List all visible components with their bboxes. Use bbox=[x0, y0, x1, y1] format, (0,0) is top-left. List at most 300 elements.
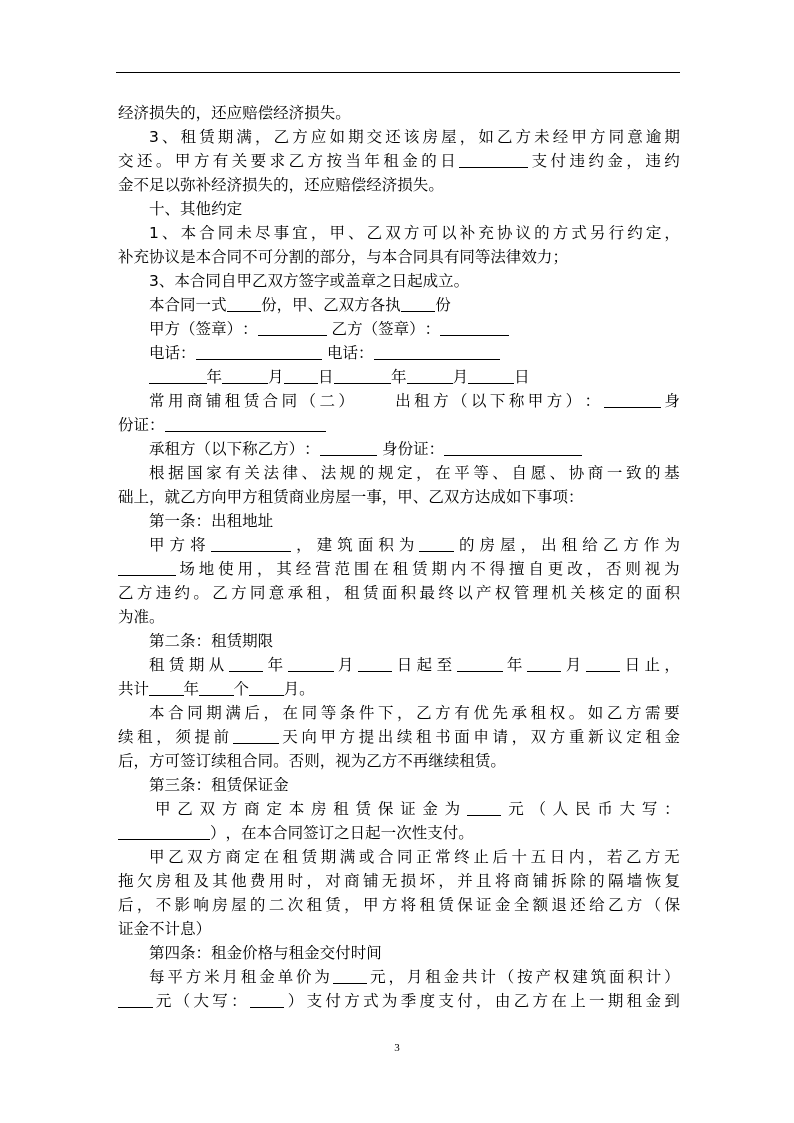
text-glyph: 本 bbox=[195, 248, 212, 266]
text-glyph: ： bbox=[149, 416, 165, 434]
fill-in-blank bbox=[334, 365, 392, 384]
text-glyph: 为 bbox=[398, 536, 415, 554]
text-glyph: 可 bbox=[257, 248, 274, 266]
text-glyph: 本 bbox=[174, 272, 190, 290]
text-glyph: 五 bbox=[530, 848, 547, 866]
text-glyph: 偿 bbox=[350, 176, 367, 194]
text-glyph: 自 bbox=[220, 272, 237, 290]
text-glyph: 满 bbox=[236, 128, 252, 146]
text-glyph: 方 bbox=[403, 224, 420, 242]
text-glyph: 应 bbox=[310, 128, 327, 146]
text-glyph: ， bbox=[459, 128, 476, 146]
text-glyph: 签 bbox=[298, 272, 315, 290]
text-glyph: 权 bbox=[549, 704, 566, 722]
text-glyph: 甲 bbox=[397, 488, 413, 506]
fill-in-blank bbox=[440, 317, 509, 336]
text-glyph: 合 bbox=[242, 752, 258, 770]
text-glyph: ： bbox=[428, 440, 445, 458]
text-glyph: 身 bbox=[382, 440, 398, 458]
text-glyph: 方 bbox=[549, 728, 566, 746]
text-glyph: 、 bbox=[161, 224, 178, 242]
text-glyph: 家 bbox=[206, 464, 222, 482]
text-glyph: 要 bbox=[664, 704, 680, 722]
text-line bbox=[118, 845, 680, 869]
text-glyph: 同 bbox=[257, 752, 274, 770]
text-glyph: 金 bbox=[259, 968, 275, 986]
text-glyph: 式 bbox=[571, 224, 587, 242]
text-glyph: 月 bbox=[565, 656, 582, 674]
text-glyph: 交 bbox=[118, 152, 134, 170]
text-glyph: 甲 bbox=[329, 224, 345, 242]
text-glyph: 以 bbox=[164, 176, 181, 194]
text-glyph: 期 bbox=[206, 704, 222, 722]
text-glyph: 乙 bbox=[288, 152, 305, 170]
text-glyph: 补 bbox=[118, 248, 134, 266]
text-glyph: 盖 bbox=[345, 272, 361, 290]
text-glyph: 视 bbox=[335, 752, 351, 770]
fill-in-blank bbox=[374, 341, 501, 360]
text-glyph: 用 bbox=[268, 872, 285, 890]
text-glyph: 格 bbox=[257, 944, 274, 962]
text-glyph: 影 bbox=[174, 896, 191, 914]
text-glyph: 成 bbox=[490, 488, 506, 506]
text-glyph: 同 bbox=[412, 248, 429, 266]
text-glyph: 常 bbox=[435, 848, 451, 866]
text-glyph: 自 bbox=[528, 560, 544, 578]
text-glyph: 合 bbox=[262, 392, 279, 410]
text-glyph: ） bbox=[664, 968, 680, 986]
text-glyph: 方 bbox=[435, 704, 451, 722]
text-glyph: 起 bbox=[407, 272, 423, 290]
text-glyph: 书 bbox=[435, 728, 451, 746]
text-glyph: 准 bbox=[133, 608, 150, 626]
text-glyph: 将 bbox=[400, 896, 417, 914]
text-glyph: 议 bbox=[515, 224, 532, 242]
text-glyph: 为 bbox=[350, 752, 367, 770]
text-glyph: 址 bbox=[257, 512, 274, 530]
text-glyph: ， bbox=[319, 752, 336, 770]
text-glyph: 意 bbox=[627, 128, 643, 146]
text-glyph: 租 bbox=[344, 584, 360, 602]
text-glyph: 日 bbox=[624, 656, 641, 674]
text-glyph: 足 bbox=[149, 176, 165, 194]
text-glyph: 赁 bbox=[325, 896, 341, 914]
text-glyph: 、 bbox=[301, 464, 318, 482]
text-glyph: 墙 bbox=[626, 872, 643, 890]
text-glyph: ， bbox=[476, 992, 492, 1010]
text-glyph: 方 bbox=[625, 704, 642, 722]
text-glyph: （ bbox=[180, 320, 196, 338]
text-glyph: 乙 bbox=[366, 752, 382, 770]
text-glyph: 年 bbox=[206, 368, 223, 386]
text-glyph: ： bbox=[195, 776, 212, 794]
text-glyph: 内 bbox=[450, 560, 467, 578]
text-glyph: 管 bbox=[513, 584, 530, 602]
text-line bbox=[118, 653, 680, 677]
text-glyph: 租 bbox=[626, 992, 643, 1010]
text-glyph: 赁 bbox=[438, 896, 454, 914]
text-glyph: ） bbox=[409, 320, 425, 338]
text-glyph: 金 bbox=[226, 944, 243, 962]
text-glyph: 不 bbox=[133, 176, 150, 194]
text-glyph: 执 bbox=[385, 296, 401, 314]
text-glyph: 损 bbox=[149, 104, 165, 122]
text-glyph bbox=[357, 389, 373, 413]
text-glyph: 方 bbox=[623, 536, 639, 554]
text-glyph: 乙 bbox=[428, 488, 444, 506]
text-glyph: 隔 bbox=[607, 872, 624, 890]
text-glyph: （ bbox=[300, 392, 317, 410]
text-glyph: 价 bbox=[242, 944, 258, 962]
text-glyph: 证 bbox=[413, 440, 429, 458]
text-glyph: 不 bbox=[149, 920, 165, 938]
text-glyph: 定 bbox=[244, 848, 260, 866]
text-glyph: ： bbox=[195, 512, 212, 530]
text-glyph: 合 bbox=[168, 704, 184, 722]
text-glyph: 如 bbox=[505, 488, 522, 506]
text-glyph: ： bbox=[195, 632, 212, 650]
text-glyph: 三 bbox=[164, 776, 181, 794]
text-glyph: 如 bbox=[478, 128, 494, 146]
text-glyph: 息 bbox=[180, 920, 196, 938]
text-glyph: 先 bbox=[492, 704, 508, 722]
text-glyph: 条 bbox=[180, 776, 196, 794]
text-glyph: 项 bbox=[552, 488, 568, 506]
text-glyph: 方 bbox=[221, 800, 238, 818]
text-glyph: 约 bbox=[588, 152, 604, 170]
text-glyph: 尽 bbox=[255, 224, 271, 242]
text-glyph: 割 bbox=[288, 248, 305, 266]
text-glyph: 同 bbox=[205, 272, 221, 290]
text-glyph: 在 bbox=[435, 464, 451, 482]
text-glyph: 天 bbox=[282, 728, 298, 746]
text-glyph: 方 bbox=[546, 392, 563, 410]
text-glyph: 起 bbox=[416, 656, 433, 674]
text-glyph: 计 bbox=[645, 968, 662, 986]
fill-in-blank bbox=[407, 365, 453, 384]
text-glyph: 份 bbox=[397, 440, 414, 458]
text-glyph: 补 bbox=[195, 176, 212, 194]
text-glyph: 退 bbox=[551, 896, 567, 914]
text-glyph: 方 bbox=[231, 584, 247, 602]
text-glyph: （ bbox=[362, 320, 379, 338]
page-number: 3 bbox=[394, 1042, 400, 1054]
text-glyph: 济 bbox=[133, 104, 150, 122]
text-glyph: 下 bbox=[521, 488, 537, 506]
text-line bbox=[118, 485, 680, 509]
text-glyph: 还 bbox=[304, 176, 320, 194]
text-glyph: 共 bbox=[461, 968, 478, 986]
text-glyph: 商 bbox=[513, 872, 530, 890]
text-glyph: 房 bbox=[479, 536, 496, 554]
text-glyph: 方 bbox=[242, 488, 258, 506]
text-glyph: 经 bbox=[273, 104, 289, 122]
text-glyph: 达 bbox=[474, 488, 491, 506]
text-glyph: 。 bbox=[568, 704, 585, 722]
text-glyph: 商 bbox=[344, 872, 360, 890]
text-glyph: 元 bbox=[370, 968, 386, 986]
text-glyph: 将 bbox=[494, 872, 511, 890]
text-glyph: 铺 bbox=[532, 872, 549, 890]
text-glyph: 否 bbox=[605, 560, 622, 578]
text-glyph: 面 bbox=[645, 584, 662, 602]
text-glyph: 赔 bbox=[242, 104, 258, 122]
fill-in-blank bbox=[288, 653, 334, 672]
text-glyph: 租 bbox=[226, 512, 243, 530]
text-glyph: 。 bbox=[428, 176, 444, 194]
text-glyph: ， bbox=[296, 536, 312, 554]
fill-in-blank bbox=[333, 965, 368, 984]
text-glyph: 意 bbox=[268, 584, 285, 602]
text-glyph: 期 bbox=[664, 128, 680, 146]
text-glyph: 租 bbox=[282, 848, 299, 866]
text-glyph: 补 bbox=[459, 224, 476, 242]
text-glyph: 关 bbox=[231, 152, 248, 170]
text-glyph: 。 bbox=[273, 752, 289, 770]
text-glyph: 、 bbox=[161, 128, 178, 146]
text-glyph: 起 bbox=[365, 824, 381, 842]
text-glyph: 方 bbox=[381, 896, 398, 914]
text-glyph: 双 bbox=[443, 488, 460, 506]
text-glyph: 双 bbox=[267, 272, 283, 290]
text-glyph: ， bbox=[587, 848, 604, 866]
text-glyph: 前 bbox=[213, 728, 230, 746]
text-glyph: 方 bbox=[292, 128, 308, 146]
text-glyph: ， bbox=[306, 872, 322, 890]
text-glyph: 到 bbox=[664, 992, 680, 1010]
text-glyph: 向 bbox=[301, 728, 317, 746]
text-glyph: 权 bbox=[553, 968, 570, 986]
text-glyph: 方 bbox=[307, 152, 324, 170]
text-glyph: 条 bbox=[180, 512, 196, 530]
text-glyph: 优 bbox=[473, 704, 489, 722]
text-glyph: 在 bbox=[241, 824, 257, 842]
text-glyph: 租 bbox=[137, 728, 153, 746]
text-glyph: 条 bbox=[339, 704, 356, 722]
fill-in-blank bbox=[527, 653, 562, 672]
text-glyph: 用 bbox=[167, 392, 184, 410]
text-glyph: 提 bbox=[358, 728, 375, 746]
text-glyph: 面 bbox=[357, 536, 374, 554]
fill-in-blank bbox=[149, 365, 207, 384]
text-glyph: 违 bbox=[645, 152, 661, 170]
text-glyph: 损 bbox=[397, 176, 413, 194]
text-glyph: 有 bbox=[454, 704, 470, 722]
text-glyph: 如 bbox=[587, 704, 604, 722]
text-glyph: 一 bbox=[380, 824, 397, 842]
text-glyph: 核 bbox=[589, 584, 605, 602]
text-glyph: 承 bbox=[149, 440, 165, 458]
text-glyph: 合 bbox=[377, 848, 394, 866]
text-glyph: ， bbox=[344, 896, 360, 914]
text-glyph: 方 bbox=[273, 440, 289, 458]
text-glyph: ： bbox=[180, 344, 196, 362]
text-glyph: 房 bbox=[310, 800, 327, 818]
text-glyph: 租 bbox=[149, 656, 165, 674]
text-glyph: 营 bbox=[315, 560, 331, 578]
text-glyph: 议 bbox=[164, 248, 181, 266]
text-line bbox=[118, 341, 680, 365]
text-glyph: ： bbox=[304, 440, 320, 458]
text-glyph: 的 bbox=[304, 248, 320, 266]
text-glyph: 月 bbox=[268, 368, 284, 386]
text-glyph: 方 bbox=[149, 752, 165, 770]
text-glyph: 、 bbox=[164, 200, 181, 218]
text-glyph: 元 bbox=[508, 800, 524, 818]
text-glyph: 出 bbox=[211, 512, 227, 530]
text-glyph: 金 bbox=[118, 176, 134, 194]
text-glyph: 规 bbox=[377, 464, 394, 482]
text-glyph: 基 bbox=[664, 464, 680, 482]
text-glyph: 下 bbox=[377, 704, 394, 722]
text-glyph: 证 bbox=[400, 800, 416, 818]
text-glyph: 份 bbox=[261, 296, 277, 314]
text-glyph: 保 bbox=[242, 776, 258, 794]
text-glyph: ， bbox=[136, 896, 153, 914]
text-glyph: 方 bbox=[344, 992, 360, 1010]
text-glyph: 乙 bbox=[366, 224, 383, 242]
text-glyph: 终 bbox=[438, 584, 454, 602]
text-glyph: 同 bbox=[397, 848, 413, 866]
text-glyph: 行 bbox=[608, 224, 625, 242]
text-glyph: 承 bbox=[511, 704, 527, 722]
text-line bbox=[118, 317, 680, 341]
text-glyph: 将 bbox=[190, 536, 206, 554]
text-glyph: 人 bbox=[552, 800, 569, 818]
text-glyph: 方 bbox=[381, 752, 398, 770]
text-glyph: 拆 bbox=[551, 872, 567, 890]
text-glyph: 双 bbox=[187, 848, 203, 866]
text-glyph: 支 bbox=[306, 992, 323, 1010]
text-glyph: 房 bbox=[422, 128, 439, 146]
text-glyph: 平 bbox=[167, 968, 183, 986]
text-glyph: 性 bbox=[411, 824, 428, 842]
text-glyph: 的 bbox=[589, 872, 605, 890]
text-glyph: 之 bbox=[376, 272, 392, 290]
text-glyph: 下 bbox=[489, 392, 506, 410]
text-glyph: 月 bbox=[337, 656, 354, 674]
text-glyph: 金 bbox=[273, 776, 289, 794]
text-glyph: ， bbox=[438, 872, 454, 890]
text-glyph: 件 bbox=[358, 704, 375, 722]
text-glyph: 话 bbox=[342, 344, 359, 362]
text-glyph: 方 bbox=[433, 392, 449, 410]
text-glyph: 止 bbox=[644, 656, 661, 674]
text-glyph: 二 bbox=[164, 632, 181, 650]
text-glyph: 乙 bbox=[118, 584, 134, 602]
text-glyph: 单 bbox=[277, 968, 294, 986]
text-glyph: 约 bbox=[211, 200, 227, 218]
text-glyph: 乙 bbox=[416, 704, 432, 722]
text-line bbox=[118, 797, 680, 821]
text-glyph: 铺 bbox=[362, 872, 379, 890]
fill-in-blank bbox=[586, 653, 621, 672]
text-glyph: 证 bbox=[476, 896, 492, 914]
text-glyph: 币 bbox=[597, 800, 613, 818]
text-glyph: 年 bbox=[506, 656, 523, 674]
text-glyph: 方 bbox=[589, 128, 606, 146]
text-glyph: 证 bbox=[133, 416, 150, 434]
text-glyph: 除 bbox=[570, 872, 586, 890]
text-glyph: 偿 bbox=[257, 104, 274, 122]
text-line bbox=[118, 461, 680, 485]
text-glyph: 份 bbox=[118, 416, 134, 434]
text-glyph: 价 bbox=[296, 968, 312, 986]
text-glyph: 分 bbox=[273, 248, 289, 266]
text-glyph: 二 bbox=[319, 392, 335, 410]
text-glyph: 日 bbox=[514, 368, 530, 386]
text-glyph: 租 bbox=[240, 968, 257, 986]
text-glyph: 屋 bbox=[441, 128, 457, 146]
text-glyph: ， bbox=[255, 128, 271, 146]
text-glyph: 经 bbox=[552, 128, 569, 146]
text-glyph: 重 bbox=[568, 728, 585, 746]
text-glyph: 再 bbox=[412, 752, 429, 770]
text-glyph: 商 bbox=[587, 464, 604, 482]
text-glyph: 济 bbox=[381, 176, 398, 194]
text-glyph: 月 bbox=[452, 368, 469, 386]
text-glyph: 第 bbox=[149, 944, 165, 962]
text-glyph: 条 bbox=[180, 944, 196, 962]
text-glyph: 给 bbox=[582, 536, 598, 554]
text-glyph: 乙 bbox=[212, 584, 228, 602]
text-line bbox=[118, 413, 680, 437]
text-glyph: 房 bbox=[212, 896, 228, 914]
text-line bbox=[118, 293, 680, 317]
text-glyph: 本 bbox=[288, 800, 305, 818]
text-glyph: 租 bbox=[306, 896, 322, 914]
text-glyph: ， bbox=[276, 296, 293, 314]
text-glyph: 个 bbox=[233, 680, 250, 698]
text-glyph: 同 bbox=[301, 704, 318, 722]
text-glyph: 更 bbox=[547, 560, 564, 578]
text-glyph: 应 bbox=[226, 104, 243, 122]
fill-in-blank bbox=[401, 293, 436, 312]
text-glyph: ， bbox=[195, 104, 212, 122]
text-glyph: 出 bbox=[377, 728, 394, 746]
text-glyph: 终 bbox=[454, 848, 470, 866]
text-glyph: 该 bbox=[403, 128, 420, 146]
text-glyph: 拖 bbox=[118, 872, 134, 890]
text-glyph: 方 bbox=[552, 224, 569, 242]
text-glyph: 度 bbox=[419, 992, 436, 1010]
text-glyph: 、 bbox=[492, 464, 508, 482]
text-glyph: 不 bbox=[155, 896, 172, 914]
text-glyph: 如 bbox=[329, 128, 345, 146]
text-glyph: 并 bbox=[457, 872, 473, 890]
text-glyph: 租 bbox=[224, 392, 241, 410]
text-glyph: 写 bbox=[212, 992, 228, 1010]
text-glyph: 恢 bbox=[645, 872, 662, 890]
text-glyph: 赁 bbox=[226, 632, 243, 650]
fill-in-blank bbox=[222, 365, 268, 384]
text-glyph: 律 bbox=[282, 464, 299, 482]
text-glyph: 1 bbox=[149, 224, 159, 242]
text-glyph: 乙 bbox=[251, 272, 268, 290]
text-glyph: 租 bbox=[425, 968, 441, 986]
text-glyph: 日 bbox=[440, 152, 456, 170]
text-glyph: 续 bbox=[396, 728, 413, 746]
text-glyph: 屋 bbox=[335, 488, 351, 506]
text-glyph: 。 bbox=[453, 272, 470, 290]
text-line bbox=[118, 173, 680, 197]
text-glyph: 年 bbox=[391, 368, 407, 386]
text-glyph: 按 bbox=[517, 968, 533, 986]
text-glyph: 国 bbox=[187, 464, 203, 482]
text-glyph: 请 bbox=[492, 728, 508, 746]
text-glyph: 出 bbox=[541, 536, 557, 554]
text-glyph: 场 bbox=[179, 560, 195, 578]
